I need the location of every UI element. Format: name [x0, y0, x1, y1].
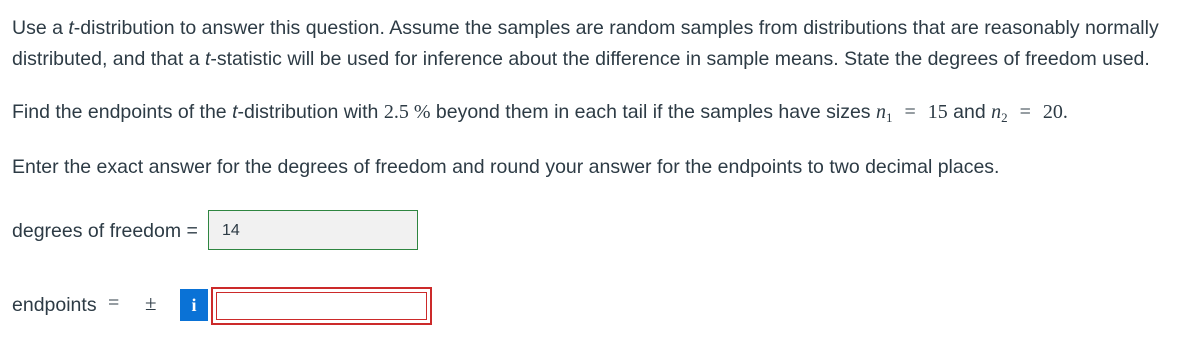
- n2-expression: [991, 101, 1068, 123]
- t-italic: t: [68, 17, 74, 39]
- text: -distribution to answer this question. Assume the samples are random samples from distributions that are reasonably normally: [73, 17, 1159, 39]
- n1-expression: [876, 101, 948, 123]
- n1-value: 15: [927, 101, 948, 123]
- plus-minus-sign: ±: [145, 291, 157, 315]
- n1-sub: 1: [885, 110, 893, 125]
- t-italic: t: [204, 48, 211, 70]
- tail-percent: 2.5 %: [383, 101, 431, 123]
- equals-sign: =: [904, 101, 916, 123]
- info-icon-glyph: i: [191, 294, 197, 315]
- question-paragraph-3: Enter the exact answer for the degrees of freedom and round your answer for the endpoints to two decimal places.: [12, 156, 1000, 178]
- t-italic: t: [232, 101, 238, 123]
- n1-var: n: [875, 101, 886, 123]
- text: and: [947, 101, 992, 123]
- n2-var: n: [991, 101, 1002, 123]
- df-input[interactable]: 14: [208, 210, 418, 250]
- equals-sign: =: [1019, 101, 1031, 123]
- text: -statistic will be used for inference about the difference in sample means. State the degrees of freedom used.: [210, 48, 1150, 70]
- df-label-row: [12, 210, 198, 252]
- text: beyond them in each tail if the samples have sizes: [430, 101, 876, 123]
- endpoints-label-row: [12, 286, 97, 324]
- n2-sub: 2: [1001, 110, 1008, 125]
- text: distributed, and that a: [12, 48, 205, 70]
- info-icon[interactable]: [180, 289, 208, 321]
- endpoints-equals-sign: =: [108, 292, 120, 314]
- text: Find the endpoints of the: [12, 101, 233, 123]
- question-paragraph-1: [12, 13, 1159, 75]
- endpoints-input-inner: [216, 292, 427, 320]
- text: Use a: [12, 17, 69, 39]
- df-label: degrees of freedom =: [12, 219, 198, 242]
- text: -distribution with: [237, 101, 384, 123]
- endpoints-label: endpoints: [12, 293, 97, 316]
- n2-value: 20.: [1042, 101, 1068, 123]
- question-paragraph-2: [12, 97, 1068, 128]
- endpoints-input[interactable]: [211, 287, 432, 325]
